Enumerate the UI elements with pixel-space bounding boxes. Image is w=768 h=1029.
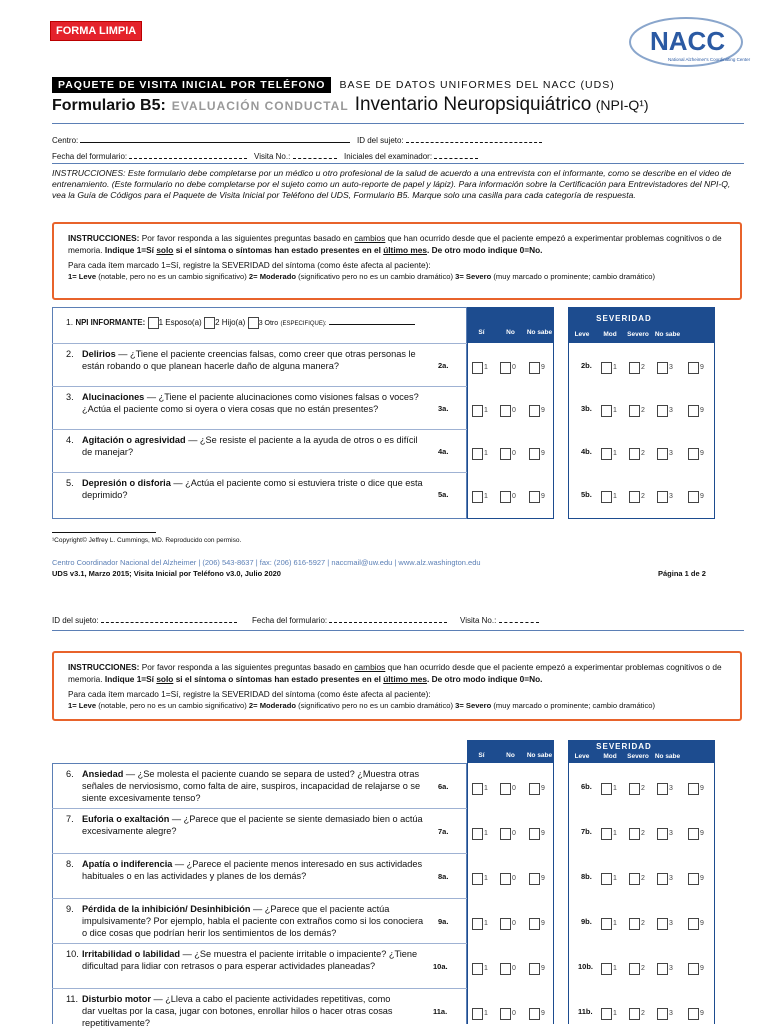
question-number: 3.	[66, 392, 74, 402]
severity-s1-checkbox[interactable]: 1	[601, 402, 617, 420]
row-divider	[52, 429, 467, 430]
form-date-label: Fecha del formulario:	[252, 616, 328, 625]
question-text: Pérdida de la inhibición/ Desinhibición — ¿Parece que el paciente actúa impulsivamente? Por ejemplo, habla el paciente con extraños como si los conociera o dice cosas que podrían herir los sentimientos de los demás?	[82, 904, 424, 938]
center-footer: Centro Coordinador Nacional del Alzheimer | (206) 543-8637 | fax: (206) 616-5927 | naccmail@uw.edu | www.alz.washington.edu	[52, 558, 481, 567]
child-label: 2 Hijo(a)	[215, 318, 246, 327]
severity-s9-checkbox[interactable]: 9	[688, 402, 704, 420]
answer-yes-checkbox[interactable]: 1	[472, 1005, 488, 1023]
answer-yes-checkbox[interactable]: 1	[472, 915, 488, 933]
answer-unk-checkbox[interactable]: 9	[529, 825, 545, 843]
database-label: BASE DE DATOS UNIFORMES DEL NACC (UDS)	[339, 79, 615, 91]
center-field[interactable]	[52, 134, 350, 145]
answer-unk-checkbox[interactable]: 9	[529, 960, 545, 978]
row-divider	[52, 988, 467, 989]
question-title: Ansiedad	[82, 769, 124, 779]
severity-s2-checkbox[interactable]: 2	[629, 1005, 645, 1023]
severity-code: 7b.	[581, 827, 592, 836]
severity-s3-checkbox[interactable]: 3	[657, 780, 673, 798]
question-number: 4.	[66, 435, 74, 445]
question-text: Euforia o exaltación — ¿Parece que el paciente se siente demasiado bien o actúa excesivamente alegre?	[82, 814, 423, 836]
question-title: Alucinaciones	[82, 392, 145, 402]
instructions-box-p2: INSTRUCCIONES: Por favor responda a las siguientes preguntas basado en cambios que han ocurrido desde que el paciente empezó a experimentar problemas cognitivos o de memoria. Indique 1=Sí solo si el síntoma o síntomas han estado presentes en el último mes. De otro modo indique 0=No. Para cada ítem marcado 1=Sí, registre la SEVERIDAD del síntoma (como éste afecta al paciente): 1= Leve (notable, pero no es un cambio significativo) 2= Moderado (significativo pero no es un cambio dramático) 3= Severo (muy marcado o prominente; cambio dramático)	[52, 651, 742, 721]
spouse-label: 1 Esposo(a)	[158, 318, 202, 327]
question-title: Pérdida de la inhibición/ Desinhibición	[82, 904, 251, 914]
informant-row	[66, 316, 415, 329]
severity-s2-checkbox[interactable]: 2	[629, 359, 645, 377]
answer-unk-checkbox[interactable]: 9	[529, 488, 545, 506]
answer-no-checkbox[interactable]: 0	[500, 402, 516, 420]
severity-s9-checkbox[interactable]: 9	[688, 780, 704, 798]
answer-code: 3a.	[438, 404, 449, 413]
form-date-input[interactable]	[129, 150, 247, 159]
severe-header: Severo	[627, 331, 649, 338]
spouse-checkbox[interactable]	[148, 317, 159, 329]
examiner-field[interactable]	[344, 150, 478, 161]
row-divider	[52, 808, 467, 809]
severity-s2-checkbox[interactable]: 2	[629, 960, 645, 978]
form-name: Inventario Neuropsiquiátrico	[354, 94, 592, 115]
child-checkbox[interactable]	[204, 317, 215, 329]
question-number: 11.	[66, 994, 79, 1004]
logo-text: NACC	[650, 26, 726, 56]
severity-s9-checkbox[interactable]: 9	[688, 1005, 704, 1023]
answer-yes-checkbox[interactable]: 1	[472, 445, 488, 463]
severity-title: SEVERIDAD	[596, 314, 652, 323]
answer-code: 4a.	[438, 447, 449, 456]
row-divider	[52, 472, 467, 473]
question-text: Ansiedad — ¿Se molesta el paciente cuando se separa de usted? ¿Muestra otras señales de nerviosismo, como falta de aire, suspiros, incapacidad de relajarse o se siente excesivamente tenso?	[82, 769, 421, 803]
answer-code: 9a.	[438, 917, 449, 926]
question-text: Irritabilidad o labilidad — ¿Se muestra el paciente irritable o impaciente? ¿Tiene dificultad para lidiar con retrasos o para esperar actividades planeadas?	[82, 949, 418, 971]
severity-s9-checkbox[interactable]: 9	[688, 359, 704, 377]
severity-s3-checkbox[interactable]: 3	[657, 402, 673, 420]
severity-code: 4b.	[581, 447, 592, 456]
form-date-label: Fecha del formulario:	[52, 152, 128, 161]
question-title: Disturbio motor	[82, 994, 151, 1004]
version-footer: UDS v3.1, Marzo 2015; Visita Inicial por Teléfono v3.0, Julio 2020	[52, 569, 281, 578]
severity-s3-checkbox[interactable]: 3	[657, 825, 673, 843]
answer-code: 11a.	[433, 1007, 448, 1016]
informant-label: NPI INFORMANTE:	[75, 318, 146, 327]
unknown-header: No sabe	[526, 329, 553, 336]
subject-id-label: ID del sujeto:	[357, 136, 404, 145]
mild-header: Leve	[574, 331, 590, 338]
divider	[52, 123, 744, 124]
answer-no-checkbox[interactable]: 0	[500, 1005, 516, 1023]
answer-yes-checkbox[interactable]: 1	[472, 488, 488, 506]
answer-no-checkbox[interactable]: 0	[500, 780, 516, 798]
question-text: Disturbio motor — ¿Lleva a cabo el paciente actividades repetitivas, como dar vueltas por la casa, jugar con botones, enrollar hilos o hacer otras cosas repetitivamente?	[82, 994, 393, 1028]
severity-s1-checkbox[interactable]: 1	[601, 780, 617, 798]
subject-id-input[interactable]	[406, 134, 542, 143]
severity-s1-checkbox[interactable]: 1	[601, 445, 617, 463]
severity-s1-checkbox[interactable]: 1	[601, 960, 617, 978]
form-date-field[interactable]	[52, 150, 247, 161]
answer-no-checkbox[interactable]: 0	[500, 825, 516, 843]
severity-code: 9b.	[581, 917, 592, 926]
question-text: Alucinaciones — ¿Tiene el paciente alucinaciones como visiones falsas o voces? ¿Actúa el paciente como si oyera o viera cosas que no están presentes?	[82, 392, 419, 414]
answer-no-checkbox[interactable]: 0	[500, 915, 516, 933]
severity-s2-checkbox[interactable]: 2	[629, 825, 645, 843]
answer-code: 10a.	[433, 962, 448, 971]
answer-yes-checkbox[interactable]: 1	[472, 359, 488, 377]
severity-s1-checkbox[interactable]: 1	[601, 870, 617, 888]
clean-form-badge: FORMA LIMPIA	[50, 21, 142, 41]
form-title	[52, 94, 649, 116]
row-divider	[52, 343, 467, 344]
severity-s3-checkbox[interactable]: 3	[657, 1005, 673, 1023]
package-header	[52, 77, 615, 93]
question-title: Euforia o exaltación	[82, 814, 170, 824]
answer-no-checkbox[interactable]: 0	[500, 870, 516, 888]
severity-s1-checkbox[interactable]: 1	[601, 1005, 617, 1023]
answer-yes-checkbox[interactable]: 1	[472, 825, 488, 843]
other-label: 3 Otro	[258, 320, 279, 327]
question-text: Apatía o indiferencia — ¿Parece el paciente menos interesado en sus actividades habituales o en las actividades y planes de los demás?	[82, 859, 423, 881]
severity-header	[568, 307, 715, 343]
question-number: 8.	[66, 859, 74, 869]
question-number: 6.	[66, 769, 74, 779]
footnote-rule	[52, 532, 156, 533]
question-number: 9.	[66, 904, 74, 914]
answer-yes-checkbox[interactable]: 1	[472, 402, 488, 420]
box-head: INSTRUCCIONES:	[68, 233, 140, 243]
answer-unk-checkbox[interactable]: 9	[529, 1005, 545, 1023]
row-divider	[52, 943, 467, 944]
form-date-field-p2[interactable]	[252, 614, 447, 625]
answer-header	[467, 307, 554, 343]
severity-code: 10b.	[578, 962, 594, 971]
severity-code: 8b.	[581, 872, 592, 881]
nacc-logo	[628, 12, 752, 68]
answer-yes-checkbox[interactable]: 1	[472, 960, 488, 978]
row-divider	[52, 853, 467, 854]
subject-id-field-p2[interactable]	[52, 614, 237, 625]
question-title: Apatía o indiferencia	[82, 859, 173, 869]
answer-no-checkbox[interactable]: 0	[500, 359, 516, 377]
subject-id-label: ID del sujeto:	[52, 616, 99, 625]
subject-id-field[interactable]	[357, 134, 542, 145]
severity-s3-checkbox[interactable]: 3	[657, 488, 673, 506]
answer-code: 7a.	[438, 827, 449, 836]
severity-s2-checkbox[interactable]: 2	[629, 488, 645, 506]
general-instructions: INSTRUCCIONES: Este formulario debe completarse por un médico u otro profesional de la salud de acuerdo a una entrevista con el informante, como se describe en el video de entrenamiento. (Este formulario no debe completarse por el sujeto como un auto-reporte de papel y lápiz). Para información sobre la Certificación para Entrevistadores del NPI-Q, vea la Guía de Códigos para el Paquete de Visita Inicial por Teléfono del UDS, Formulario B5. Marque solo una casilla para cada categoría de respuesta.	[52, 168, 732, 200]
severity-s1-checkbox[interactable]: 1	[601, 488, 617, 506]
instructions-box: INSTRUCCIONES: Por favor responda a las siguientes preguntas basado en cambios que han ocurrido desde que el paciente empezó a experimentar problemas cognitivos o de memoria. Indique 1=Sí solo si el síntoma o síntomas han estado presentes en el último mes. De otro modo indique 0=No. Para cada ítem marcado 1=Sí, registre la SEVERIDAD del síntoma (como éste afecta al paciente): 1= Leve (notable, pero no es un cambio significativo) 2= Moderado (significativo pero no es un cambio dramático) 3= Severo (muy marcado o prominente; cambio dramático)	[52, 222, 742, 300]
visit-no-input[interactable]	[293, 150, 337, 159]
answer-header-p2: Sí No No sabe	[467, 740, 554, 763]
severity-s2-checkbox[interactable]: 2	[629, 402, 645, 420]
severity-code: 6b.	[581, 782, 592, 791]
visit-no-label: Visita No.:	[460, 616, 497, 625]
form-date-input[interactable]	[329, 614, 447, 623]
answer-code: 2a.	[438, 361, 449, 370]
severity-code: 11b.	[578, 1007, 593, 1016]
severity-code: 3b.	[581, 404, 592, 413]
divider	[52, 163, 744, 164]
severity-s3-checkbox[interactable]: 3	[657, 915, 673, 933]
answer-yes-checkbox[interactable]: 1	[472, 870, 488, 888]
question-number: 7.	[66, 814, 74, 824]
severity-s9-checkbox[interactable]: 9	[688, 870, 704, 888]
page-number: Página 1 de 2	[658, 569, 706, 578]
severity-s1-checkbox[interactable]: 1	[601, 825, 617, 843]
no-header: No	[506, 329, 515, 336]
package-label: PAQUETE DE VISITA INICIAL POR TELÉFONO	[52, 77, 331, 93]
answer-yes-checkbox[interactable]: 1	[472, 780, 488, 798]
severity-s9-checkbox[interactable]: 9	[688, 960, 704, 978]
yes-header: Sí	[478, 329, 485, 336]
subject-id-input[interactable]	[101, 614, 237, 623]
form-label: Formulario B5:	[52, 97, 166, 114]
question-number: 10.	[66, 949, 79, 959]
answer-code: 5a.	[438, 490, 449, 499]
severity-s9-checkbox[interactable]: 9	[688, 445, 704, 463]
severity-s9-checkbox[interactable]: 9	[688, 488, 704, 506]
answer-code: 6a.	[438, 782, 449, 791]
row-divider	[52, 386, 467, 387]
severity-s9-checkbox[interactable]: 9	[688, 825, 704, 843]
question-number: 5.	[66, 478, 74, 488]
question-title: Delirios	[82, 349, 116, 359]
informant-num: 1.	[66, 317, 74, 327]
question-number: 2.	[66, 349, 74, 359]
answer-unk-checkbox[interactable]: 9	[529, 915, 545, 933]
answer-code: 8a.	[438, 872, 449, 881]
severity-code: 2b.	[581, 361, 592, 370]
answer-unk-checkbox[interactable]: 9	[529, 780, 545, 798]
visit-no-input[interactable]	[499, 614, 539, 623]
specify-label: (ESPECIFIQUE):	[280, 321, 327, 327]
severity-s2-checkbox[interactable]: 2	[629, 445, 645, 463]
question-text: Delirios — ¿Tiene el paciente creencias falsas, como creer que otras personas le están robando o que planean hacerle daño de alguna manera?	[82, 349, 416, 371]
severity-s3-checkbox[interactable]: 3	[657, 870, 673, 888]
question-title: Agitación o agresividad	[82, 435, 186, 445]
question-title: Irritabilidad o labilidad	[82, 949, 181, 959]
visit-no-field-p2[interactable]	[460, 614, 539, 625]
severity-s2-checkbox[interactable]: 2	[629, 915, 645, 933]
severity-s3-checkbox[interactable]: 3	[657, 359, 673, 377]
examiner-label: Iniciales del examinador:	[344, 152, 433, 161]
eval-label: EVALUACIÓN CONDUCTAL	[171, 99, 349, 113]
question-text: Agitación o agresividad — ¿Se resiste el paciente a la ayuda de otros o es difícil de manejar?	[82, 435, 418, 457]
answer-unk-checkbox[interactable]: 9	[529, 359, 545, 377]
answer-unk-checkbox[interactable]: 9	[529, 870, 545, 888]
mod-header: Mod	[603, 331, 617, 338]
answer-unk-checkbox[interactable]: 9	[529, 445, 545, 463]
examiner-input[interactable]	[434, 150, 478, 159]
form-abbr: (NPI-Q¹)	[595, 97, 649, 113]
divider	[52, 630, 744, 631]
severity-s1-checkbox[interactable]: 1	[601, 359, 617, 377]
severity-s9-checkbox[interactable]: 9	[688, 915, 704, 933]
severity-s2-checkbox[interactable]: 2	[629, 780, 645, 798]
center-label: Centro:	[52, 136, 79, 145]
severity-s1-checkbox[interactable]: 1	[601, 915, 617, 933]
question-title: Depresión o disforia	[82, 478, 171, 488]
row-divider	[52, 898, 467, 899]
severity-header-p2: SEVERIDAD Leve Mod Severo No sabe	[568, 740, 715, 763]
answer-no-checkbox[interactable]: 0	[500, 960, 516, 978]
severity-s3-checkbox[interactable]: 3	[657, 960, 673, 978]
logo-subtext: National Alzheimer's Coordinating Center	[668, 57, 751, 62]
severity-s2-checkbox[interactable]: 2	[629, 870, 645, 888]
other-checkbox[interactable]	[248, 317, 259, 329]
specify-input[interactable]	[329, 316, 415, 325]
copyright-note: ¹Copyright© Jeffrey L. Cummings, MD. Reproducido con permiso.	[52, 537, 242, 544]
question-text: Depresión o disforia — ¿Actúa el paciente como si estuviera triste o dice que esta deprimido?	[82, 478, 423, 500]
severity-s3-checkbox[interactable]: 3	[657, 445, 673, 463]
center-input[interactable]	[80, 134, 350, 143]
visit-no-label: Visita No.:	[254, 152, 291, 161]
answer-no-checkbox[interactable]: 0	[500, 445, 516, 463]
severity-code: 5b.	[581, 490, 592, 499]
answer-unk-checkbox[interactable]: 9	[529, 402, 545, 420]
answer-no-checkbox[interactable]: 0	[500, 488, 516, 506]
unknown-header: No sabe	[654, 331, 681, 338]
visit-no-field[interactable]	[254, 150, 337, 161]
